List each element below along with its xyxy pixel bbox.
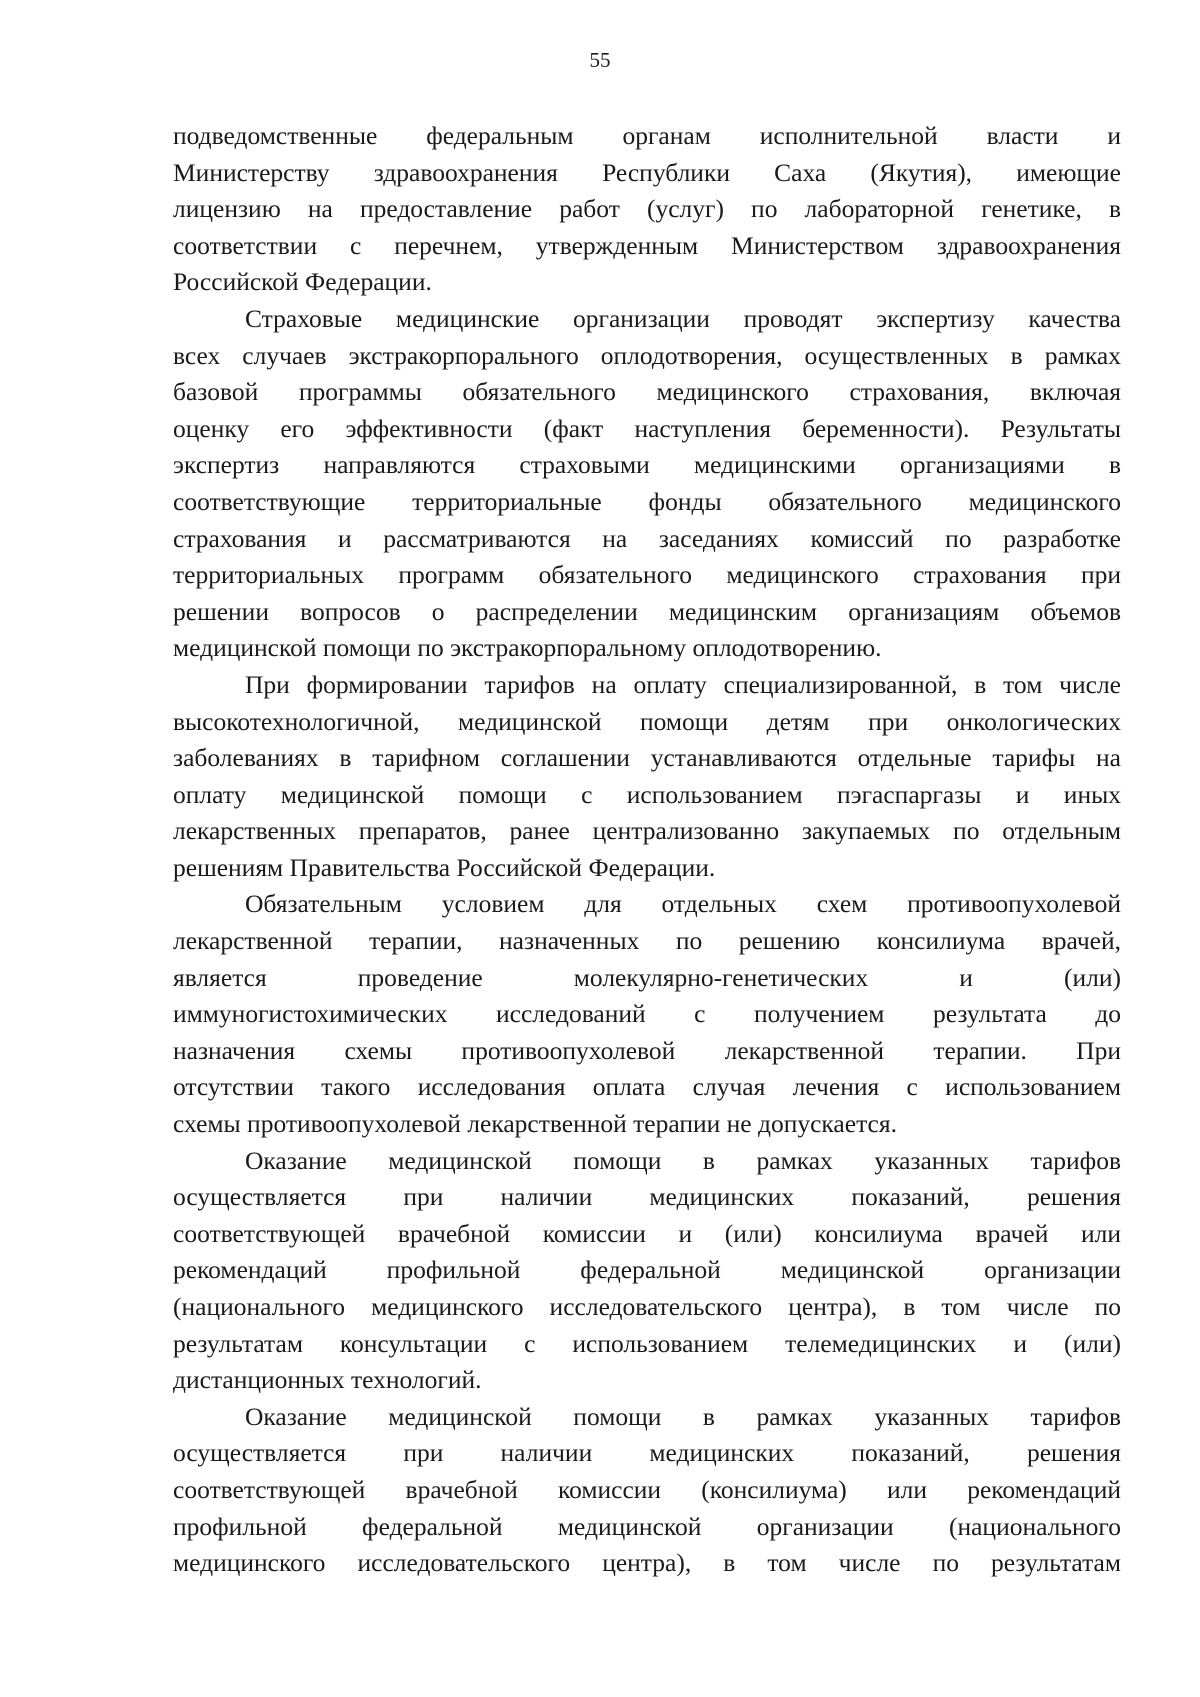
text-line: решениям Правительства Российской Федерации.: [173, 852, 716, 882]
page-number: 55: [589, 48, 611, 72]
text-line: профильной федеральной медицинской организации (национального: [173, 1511, 1121, 1541]
text-line: оценку его эффективности (факт наступления беременности). Результаты: [173, 413, 1121, 443]
document-body: [173, 118, 1121, 1582]
text-line: Оказание медицинской помощи в рамках указанных тарифов: [245, 1145, 1121, 1175]
text-line: иммуногистохимических исследований с получением результата до: [173, 999, 1121, 1029]
text-line: При формировании тарифов на оплату специализированной, в том числе: [245, 669, 1121, 699]
text-line: назначения схемы противоопухолевой лекарственной терапии. При: [173, 1035, 1121, 1065]
text-line: дистанционных технологий.: [173, 1365, 482, 1395]
paragraph: [173, 118, 1121, 301]
text-line: (национального медицинского исследовательского центра), в том числе по: [173, 1292, 1121, 1321]
text-line: результатам консультации с использованием телемедицинских и (или): [173, 1328, 1121, 1358]
text-line: подведомственные федеральным органам исполнительной власти и: [173, 121, 1121, 150]
paragraph: [173, 1143, 1121, 1399]
text-line: соответствующей врачебной комиссии и (или) консилиума врачей или: [173, 1218, 1121, 1248]
text-line: территориальных программ обязательного медицинского страхования при: [173, 560, 1121, 590]
text-line: всех случаев экстракорпорального оплодотворения, осуществленных в рамках: [173, 340, 1121, 370]
text-line: соответствии с перечнем, утвержденным Министерством здравоохранения: [173, 230, 1121, 260]
text-line: страхования и рассматриваются на заседаниях комиссий по разработке: [173, 523, 1121, 553]
text-line: схемы противоопухолевой лекарственной терапии не допускается.: [173, 1109, 897, 1139]
text-line: лекарственных препаратов, ранее централизованно закупаемых по отдельным: [173, 816, 1121, 846]
paragraph: [173, 667, 1121, 887]
text-line: базовой программы обязательного медицинского страхования, включая: [173, 377, 1121, 407]
text-line: отсутствии такого исследования оплата случая лечения с использованием: [173, 1072, 1121, 1102]
text-line: соответствующей врачебной комиссии (консилиума) или рекомендаций: [173, 1474, 1121, 1504]
text-line: рекомендаций профильной федеральной медицинской организации: [173, 1255, 1121, 1285]
text-line: медицинского исследовательского центра), в том числе по результатам: [173, 1548, 1121, 1578]
text-line: Министерству здравоохранения Республики Саха (Якутия), имеющие: [173, 157, 1121, 187]
text-line: высокотехнологичной, медицинской помощи детям при онкологических: [173, 706, 1121, 736]
text-line: экспертиз направляются страховыми медицинскими организациями в: [173, 450, 1121, 480]
paragraph: [173, 1399, 1121, 1582]
paragraph: [173, 301, 1121, 667]
text-line: лицензию на предоставление работ (услуг) по лабораторной генетике, в: [173, 194, 1121, 224]
text-line: оплату медицинской помощи с использованием пэгаспаргазы и иных: [173, 779, 1121, 809]
paragraph: [173, 886, 1121, 1142]
text-line: лекарственной терапии, назначенных по решению консилиума врачей,: [173, 926, 1121, 956]
text-line: медицинской помощи по экстракорпоральному оплодотворению.: [173, 633, 882, 663]
text-line: Обязательным условием для отдельных схем противоопухолевой: [245, 889, 1121, 919]
text-line: заболеваниях в тарифном соглашении устанавливаются отдельные тарифы на: [173, 743, 1121, 773]
text-line: является проведение молекулярно-генетических и (или): [173, 962, 1121, 992]
text-line: Страховые медицинские организации проводят экспертизу качества: [245, 303, 1121, 333]
text-line: Российской Федерации.: [173, 267, 432, 297]
text-line: осуществляется при наличии медицинских показаний, решения: [173, 1438, 1121, 1468]
text-line: Оказание медицинской помощи в рамках указанных тарифов: [245, 1401, 1121, 1431]
text-line: осуществляется при наличии медицинских показаний, решения: [173, 1182, 1121, 1212]
text-line: соответствующие территориальные фонды обязательного медицинского: [173, 486, 1121, 516]
text-line: решении вопросов о распределении медицинским организациям объемов: [173, 596, 1121, 626]
